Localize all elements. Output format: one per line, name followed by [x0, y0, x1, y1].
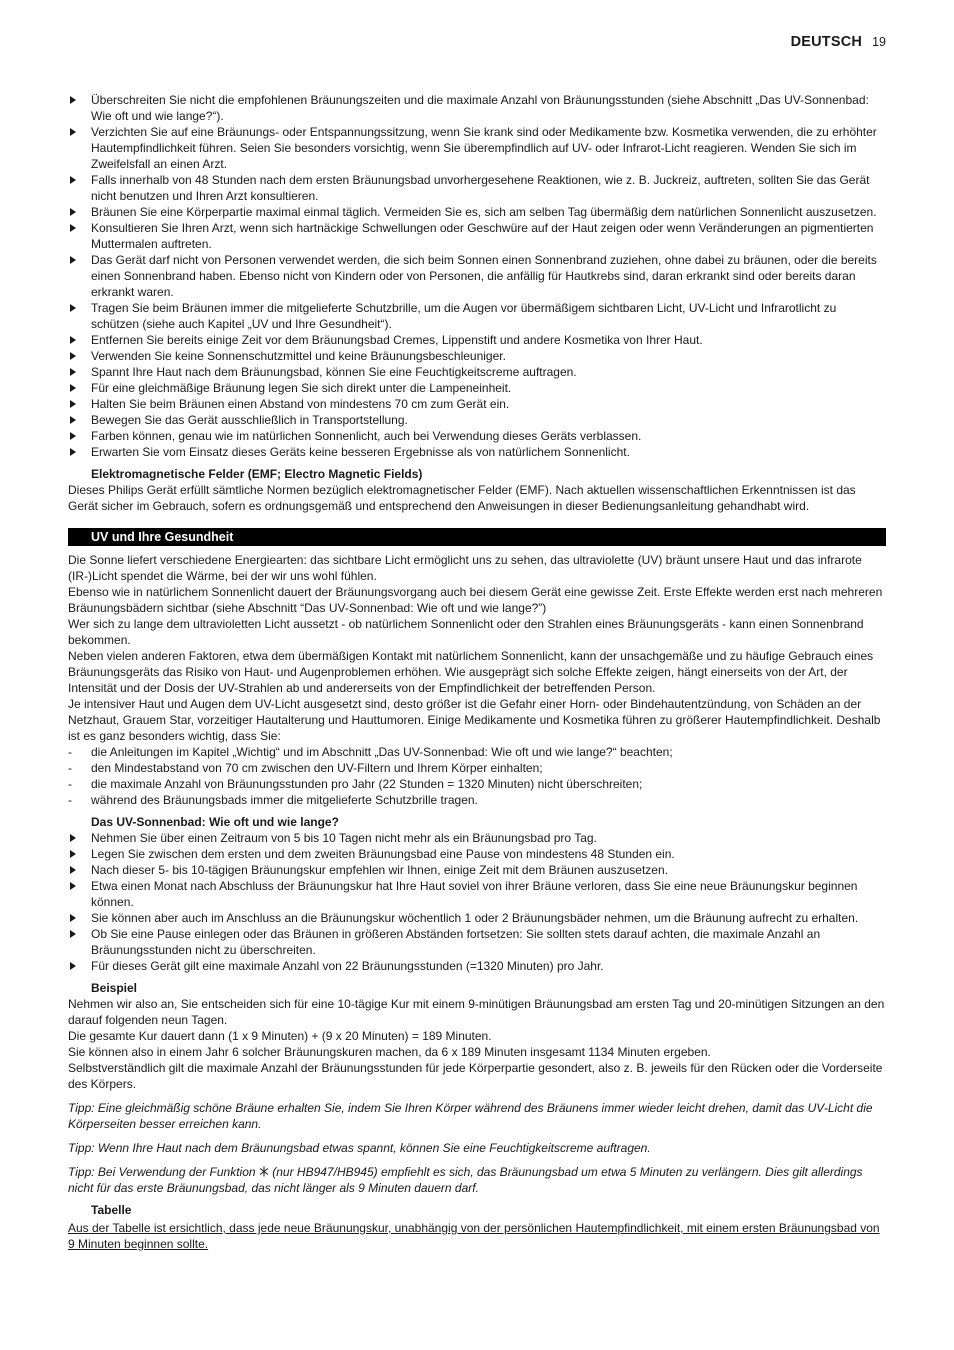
list-item: - während des Bräunungsbads immer die mitgelieferte Schutzbrille tragen.: [68, 792, 886, 808]
list-item: Erwarten Sie vom Einsatz dieses Geräts keine besseren Ergebnisse als von natürlichem Sonnenlicht.: [68, 444, 886, 460]
uv-dash-list: [68, 744, 886, 808]
page-number: 19: [872, 35, 886, 49]
list-item: - den Mindestabstand von 70 cm zwischen den UV-Filtern und Ihrem Körper einhalten;: [68, 760, 886, 776]
uv-paragraph: Je intensiver Haut und Augen dem UV-Licht ausgesetzt sind, desto größer ist die Gefahr einer Horn- oder Bindehautentzündung, von Schäden an der Netzhaut, Grauem Star, vorzeitiger Hautalterung und Hauttumoren. Einige Medikamente und Kosmetika führen zu größerer Hautempfindlichkeit. Deshalb ist es ganz besonders wichtig, dass Sie:: [68, 697, 881, 743]
list-item: Konsultieren Sie Ihren Arzt, wenn sich hartnäckige Schwellungen oder Geschwüre auf der Haut zeigen oder wenn Veränderungen an pigmentierten Muttermalen auftreten.: [68, 220, 886, 252]
beispiel-heading: Beispiel: [91, 981, 138, 995]
uv-paragraph: Neben vielen anderen Faktoren, etwa dem übermäßigen Kontakt mit natürlichem Sonnenlicht, kann der unsachgemäße und zu häufige Gebrauch eines Bräunungsgeräts das Risiko von Haut- und Augenproblemen erhöhen. Wie ausgeprägt sich solche Effekte zeigen, hängt einerseits von der Art, der Intensität und der Dosis der UV-Strahlen ab und andererseits von der Empfindlichkeit der betreffenden Person.: [68, 649, 874, 695]
list-item: Sie können aber auch im Anschluss an die Bräunungskur wöchentlich 1 oder 2 Bräunungsbäder nehmen, um die Bräunung aufrecht zu erhalten.: [68, 910, 886, 926]
tip-text: (nur HB947/HB945) empfiehlt es sich, das Bräunungsbad um etwa 5 Minuten zu verlängern. Dies gilt allerdings nicht für das erste Bräunungsbad, das nicht länger als 9 Minuten dauern darf.: [68, 1165, 863, 1195]
beispiel-paragraph: Sie können also in einem Jahr 6 solcher Bräunungskuren machen, da 6 x 189 Minuten insgesamt 1134 Minuten ergeben.: [68, 1045, 711, 1059]
section-title-uv: UV und Ihre Gesundheit: [68, 528, 886, 546]
list-item: Verzichten Sie auf eine Bräunungs- oder Entspannungssitzung, wenn Sie krank sind oder Medikamente bzw. Kosmetika verwenden, die zu erhöhter Hautempfindlichkeit führen. Seien Sie besonders vorsichtig, wenn Sie überempfindlich auf UV- oder Infrarot-Licht reagieren. Wenden Sie sich im Zweifelsfall an einen Arzt.: [68, 124, 886, 172]
list-item: Farben können, genau wie im natürlichen Sonnenlicht, auch bei Verwendung dieses Geräts verblassen.: [68, 428, 886, 444]
emf-heading: Elektromagnetische Felder (EMF; Electro Magnetic Fields): [91, 467, 423, 481]
list-item: Tragen Sie beim Bräunen immer die mitgelieferte Schutzbrille, um die Augen vor übermäßigem sichtbaren Licht, UV-Licht und Infrarotlicht zu schützen (siehe auch Kapitel „UV und Ihre Gesundheit“).: [68, 300, 886, 332]
list-item: Verwenden Sie keine Sonnenschutzmittel und keine Bräunungsbeschleuniger.: [68, 348, 886, 364]
list-item: Spannt Ihre Haut nach dem Bräunungsbad, können Sie eine Feuchtigkeitscreme auftragen.: [68, 364, 886, 380]
list-item: Das Gerät darf nicht von Personen verwendet werden, die sich beim Sonnen einen Sonnenbrand zuziehen, ohne dabei zu bräunen, oder die bereits einen Sonnenbrand haben. Ebenso nicht von Kindern oder von Personen, die anfällig für Hautkrebs sind, daran erkrankt sind oder bereits daran erkrankt waren.: [68, 252, 886, 300]
uv-paragraph: Wer sich zu lange dem ultravioletten Licht aussetzt - ob natürlichem Sonnenlicht oder den Strahlen eines Bräunungsgeräts - kann einen Sonnenbrand bekommen.: [68, 617, 864, 647]
tip-text: Tipp: Bei Verwendung der Funktion: [68, 1165, 259, 1179]
list-item: Entfernen Sie bereits einige Zeit vor dem Bräunungsbad Cremes, Lippenstift und andere Kosmetika von Ihrer Haut.: [68, 332, 886, 348]
list-item: Überschreiten Sie nicht die empfohlenen Bräunungszeiten und die maximale Anzahl von Bräunungsstunden (siehe Abschnitt „Das UV-Sonnenbad: Wie oft und wie lange?“).: [68, 92, 886, 124]
safety-bullet-list: [68, 92, 886, 460]
tip-paragraph: Tipp: Wenn Ihre Haut nach dem Bräunungsbad etwas spannt, können Sie eine Feuchtigkeitscreme auftragen.: [68, 1141, 651, 1155]
list-item: Legen Sie zwischen dem ersten und dem zweiten Bräunungsbad eine Pause von mindestens 48 Stunden ein.: [68, 846, 886, 862]
tan-boost-icon: [259, 1166, 269, 1177]
list-item: Bräunen Sie eine Körperpartie maximal einmal täglich. Vermeiden Sie es, sich am selben Tag übermäßig dem natürlichen Sonnenlicht auszusetzen.: [68, 204, 886, 220]
beispiel-paragraph: Selbstverständlich gilt die maximale Anzahl der Bräunungsstunden für jede Körperpartie gesondert, also z. B. jeweils für den Rücken oder die Vorderseite des Körpers.: [68, 1061, 883, 1091]
list-item: - die maximale Anzahl von Bräunungsstunden pro Jahr (22 Stunden = 1320 Minuten) nicht überschreiten;: [68, 776, 886, 792]
tip-paragraph: Tipp: Eine gleichmäßig schöne Bräune erhalten Sie, indem Sie Ihren Körper während des Bräunens immer wieder leicht drehen, damit das UV-Licht die Körperseiten besser erreichen kann.: [68, 1101, 873, 1131]
list-item: - die Anleitungen im Kapitel „Wichtig“ und im Abschnitt „Das UV-Sonnenbad: Wie oft und wie lange?“ beachten;: [68, 744, 886, 760]
page-header: [791, 34, 886, 50]
list-item: Für dieses Gerät gilt eine maximale Anzahl von 22 Bräunungsstunden (=1320 Minuten) pro Jahr.: [68, 958, 886, 974]
tabelle-heading: Tabelle: [91, 1203, 132, 1217]
list-item: Für eine gleichmäßige Bräunung legen Sie sich direkt unter die Lampeneinheit.: [68, 380, 886, 396]
list-item: Falls innerhalb von 48 Stunden nach dem ersten Bräunungsbad unvorhergesehene Reaktionen, wie z. B. Juckreiz, auftreten, sollten Sie das Gerät nicht benutzen und Ihren Arzt konsultieren.: [68, 172, 886, 204]
language-label: DEUTSCH: [790, 34, 863, 50]
sonnenbad-bullet-list: [68, 830, 886, 974]
beispiel-paragraph: Nehmen wir also an, Sie entscheiden sich für eine 10-tägige Kur mit einem 9-minütigen Bräunungsbad am ersten Tag und 20-minütigen Sitzungen an den darauf folgenden neun Tagen.: [68, 997, 885, 1027]
list-item: Nach dieser 5- bis 10-tägigen Bräunungskur empfehlen wir Ihnen, einige Zeit mit dem Bräunen auszusetzen.: [68, 862, 886, 878]
list-item: Halten Sie beim Bräunen einen Abstand von mindestens 70 cm zum Gerät ein.: [68, 396, 886, 412]
beispiel-paragraph: Die gesamte Kur dauert dann (1 x 9 Minuten) + (9 x 20 Minuten) = 189 Minuten.: [68, 1029, 492, 1043]
uv-paragraph: Die Sonne liefert verschiedene Energiearten: das sichtbare Licht ermöglicht uns zu sehen, das ultraviolette (UV) bräunt unsere Haut und das infrarote (IR-)Licht spendet die Wärme, bei der wir uns wohl fühlen.: [68, 553, 862, 583]
uv-paragraph: Ebenso wie in natürlichem Sonnenlicht dauert der Bräunungsvorgang auch bei diesem Gerät eine gewisse Zeit. Erste Effekte werden erst nach mehreren Bräunungsbädern sichtbar (siehe Abschnitt “Das UV-Sonnenbad: Wie oft und wie lange?”): [68, 585, 883, 615]
list-item: Etwa einen Monat nach Abschluss der Bräunungskur hat Ihre Haut soviel von ihrer Bräune verloren, dass Sie eine neue Bräunungskur beginnen können.: [68, 878, 886, 910]
list-item: Nehmen Sie über einen Zeitraum von 5 bis 10 Tagen nicht mehr als ein Bräunungsbad pro Tag.: [68, 830, 886, 846]
tip-paragraph: [68, 1164, 886, 1196]
sonnenbad-heading: Das UV-Sonnenbad: Wie oft und wie lange?: [91, 815, 339, 829]
list-item: Ob Sie eine Pause einlegen oder das Bräunen in größeren Abständen fortsetzen: Sie sollten stets darauf achten, die maximale Anzahl an Bräunungsstunden nicht zu überschreiten.: [68, 926, 886, 958]
emf-paragraph: Dieses Philips Gerät erfüllt sämtliche Normen bezüglich elektromagnetischer Felder (EMF). Nach aktuellen wissenschaftlichen Erkenntnissen ist das Gerät sicher im Gebrauch, sofern es ordnungsgemäß und entsprechend den Anweisungen in dieser Bedienungsanleitung gehandhabt wird.: [68, 483, 856, 513]
list-item: Bewegen Sie das Gerät ausschließlich in Transportstellung.: [68, 412, 886, 428]
page-content: [68, 92, 886, 1252]
tabelle-paragraph: Aus der Tabelle ist ersichtlich, dass jede neue Bräunungskur, unabhängig von der persönlichen Hautempfindlichkeit, mit einem ersten Bräunungsbad von 9 Minuten beginnen sollte.: [68, 1221, 880, 1251]
